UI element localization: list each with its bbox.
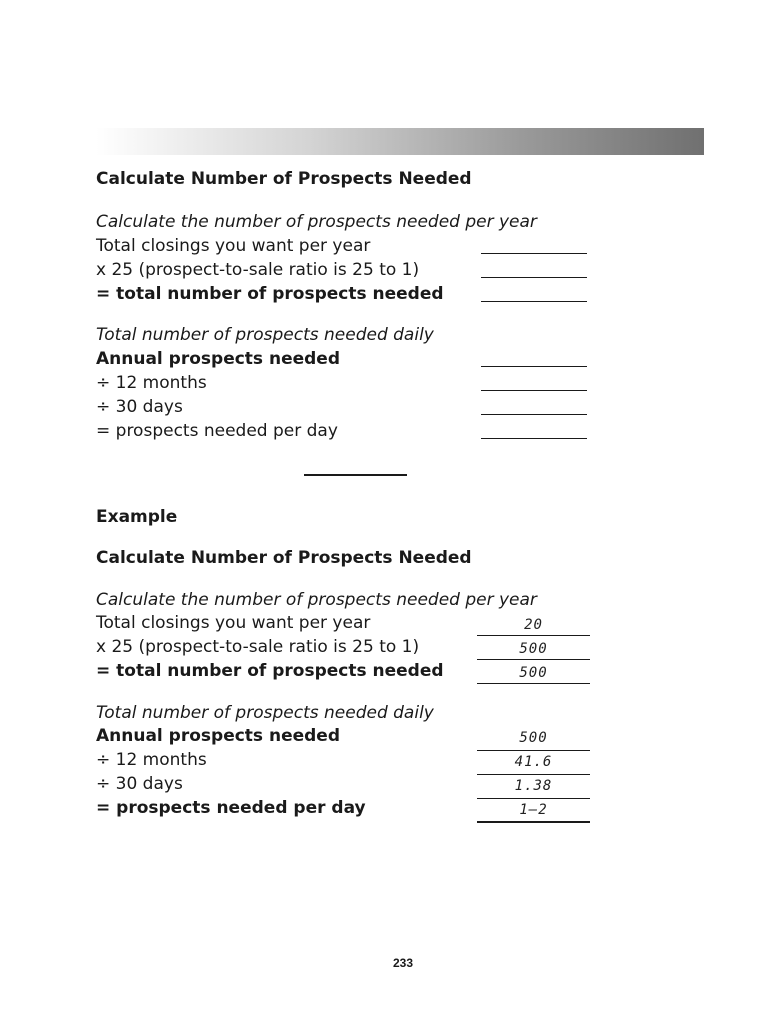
example-daily-line: ÷ 30 days <box>96 774 183 794</box>
blank-field[interactable] <box>481 414 587 415</box>
example-title: Calculate Number of Prospects Needed <box>96 548 472 568</box>
example-daily-line: Annual prospects needed <box>96 726 341 746</box>
section-divider <box>304 474 407 476</box>
example-per-year-total-line: = total number of prospects needed <box>96 661 444 681</box>
per-year-line: Total closings you want per year <box>96 236 371 256</box>
handwritten-value: 500 <box>519 730 548 746</box>
handwritten-value: 41.6 <box>514 754 553 770</box>
daily-line: ÷ 30 days <box>96 397 183 417</box>
handwritten-value: 20 <box>524 617 543 633</box>
section-title: Calculate Number of Prospects Needed <box>96 169 472 189</box>
handwritten-value: 500 <box>519 665 548 681</box>
example-label: Example <box>96 507 178 527</box>
handwritten-value: 1–2 <box>519 802 548 818</box>
example-daily-total-line: = prospects needed per day <box>96 798 366 818</box>
value-underline <box>477 821 590 823</box>
header-gradient-bar <box>96 128 704 155</box>
example-per-year-heading: Calculate the number of prospects needed per year <box>96 590 537 610</box>
per-year-total-line: = total number of prospects needed <box>96 284 444 304</box>
example-per-year-line: Total closings you want per year <box>96 613 371 633</box>
daily-line: = prospects needed per day <box>96 421 338 441</box>
value-underline <box>477 683 590 684</box>
blank-field[interactable] <box>481 366 587 367</box>
value-underline <box>477 798 590 799</box>
blank-field[interactable] <box>481 438 587 439</box>
handwritten-value: 1.38 <box>514 778 553 794</box>
per-year-heading: Calculate the number of prospects needed per year <box>96 212 537 232</box>
per-year-line: x 25 (prospect-to-sale ratio is 25 to 1) <box>96 260 420 280</box>
example-daily-heading: Total number of prospects needed daily <box>96 703 434 723</box>
daily-line: ÷ 12 months <box>96 373 207 393</box>
value-underline <box>477 635 590 636</box>
value-underline <box>477 750 590 751</box>
example-per-year-line: x 25 (prospect-to-sale ratio is 25 to 1) <box>96 637 420 657</box>
blank-field[interactable] <box>481 253 587 254</box>
value-underline <box>477 774 590 775</box>
page-number: 233 <box>392 956 414 970</box>
handwritten-value: 500 <box>519 641 548 657</box>
example-daily-line: ÷ 12 months <box>96 750 207 770</box>
blank-field[interactable] <box>481 390 587 391</box>
daily-line: Annual prospects needed <box>96 349 341 369</box>
blank-field[interactable] <box>481 277 587 278</box>
daily-heading: Total number of prospects needed daily <box>96 325 434 345</box>
blank-field[interactable] <box>481 301 587 302</box>
value-underline <box>477 659 590 660</box>
